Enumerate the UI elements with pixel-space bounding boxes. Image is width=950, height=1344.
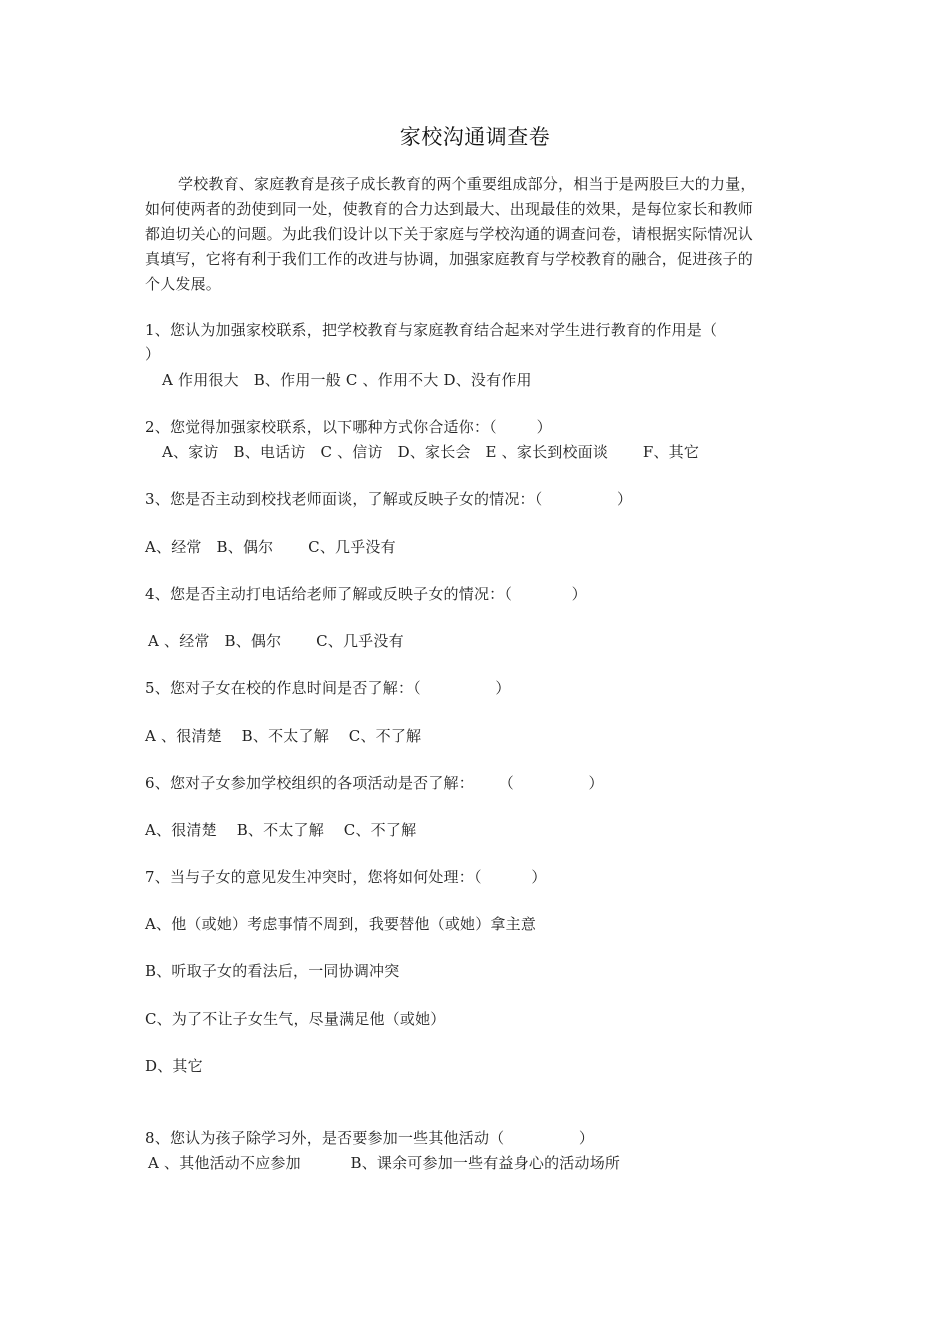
option-d: D、其它 xyxy=(145,1057,203,1075)
question-options: A、家访 B、电话访 C 、信访 D、家长会 E 、家长到校面谈 F、其它 xyxy=(162,443,700,461)
question-options: A 、很清楚 B、不太了解 C、不了解 xyxy=(145,727,422,745)
intro-line: 个人发展。 xyxy=(145,275,222,293)
question-stem: 6、您对子女参加学校组织的各项活动是否了解： （ ） xyxy=(145,774,604,792)
question-stem: 3、您是否主动到校找老师面谈，了解或反映子女的情况：（ ） xyxy=(145,490,633,508)
question-options: A、经常 B、偶尔 C、几乎没有 xyxy=(145,538,396,556)
question-stem-continuation: ） xyxy=(145,345,161,363)
question-options: A、很清楚 B、不太了解 C、不了解 xyxy=(145,821,417,839)
question-stem: 5、您对子女在校的作息时间是否了解：（ ） xyxy=(145,679,511,697)
question-stem: 8、您认为孩子除学习外，是否要参加一些其他活动（ ） xyxy=(145,1129,595,1147)
question-options: A 、经常 B、偶尔 C、几乎没有 xyxy=(148,632,404,650)
intro-line: 如何使两者的劲使到同一处，使教育的合力达到最大、出现最佳的效果，是每位家长和教师 xyxy=(145,200,754,218)
document-title: 家校沟通调查卷 xyxy=(399,125,551,149)
question-stem: 2、您觉得加强家校联系，以下哪种方式你合适你：（ ） xyxy=(145,418,552,436)
intro-line: 学校教育、家庭教育是孩子成长教育的两个重要组成部分，相当于是两股巨大的力量， xyxy=(178,175,756,193)
option-b: B、听取子女的看法后，一同协调冲突 xyxy=(145,962,400,980)
question-stem: 1、您认为加强家校联系，把学校教育与家庭教育结合起来对学生进行教育的作用是（ xyxy=(145,321,718,339)
question-stem: 4、您是否主动打电话给老师了解或反映子女的情况：（ ） xyxy=(145,585,587,603)
question-options: A 、其他活动不应参加 B、课余可参加一些有益身心的活动场所 xyxy=(148,1154,621,1172)
question-stem: 7、当与子女的意见发生冲突时，您将如何处理：（ ） xyxy=(145,868,547,886)
intro-line: 都迫切关心的问题。为此我们设计以下关于家庭与学校沟通的调查问卷，请根据实际情况认 xyxy=(145,225,754,243)
option-c: C、为了不让子女生气，尽量满足他（或她） xyxy=(145,1010,446,1028)
option-a: A、他（或她）考虑事情不周到，我要替他（或她）拿主意 xyxy=(145,915,537,933)
question-options: A 作用很大 B、作用一般 C 、作用不大 D、没有作用 xyxy=(162,371,532,389)
intro-line: 真填写，它将有利于我们工作的改进与协调，加强家庭教育与学校教育的融合，促进孩子的 xyxy=(145,250,754,268)
